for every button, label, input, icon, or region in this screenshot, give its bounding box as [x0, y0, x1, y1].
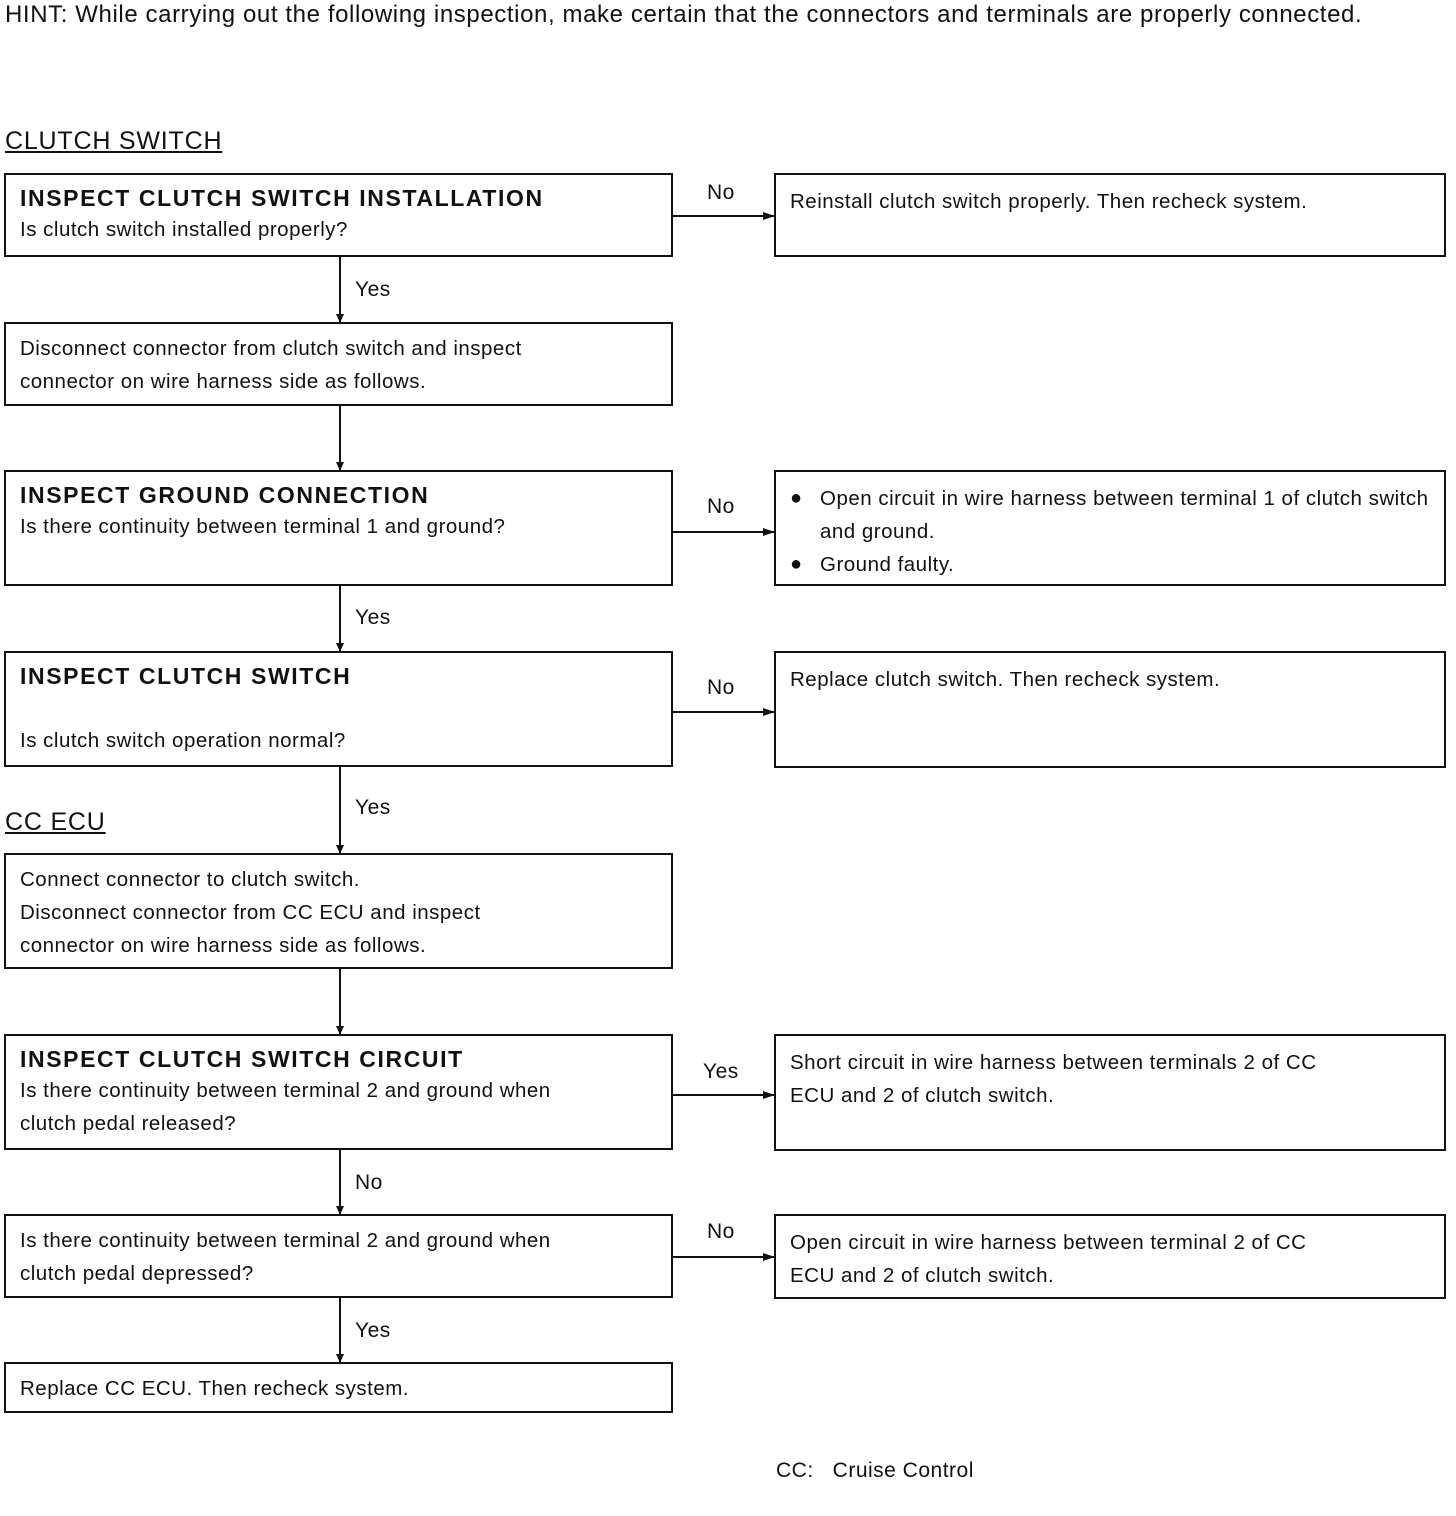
step-text: connector on wire harness side as follows. — [20, 370, 427, 393]
bullet-text: Ground faulty. — [820, 553, 955, 576]
branch-label-yes: Yes — [703, 1060, 739, 1083]
step-text: Replace CC ECU. Then recheck system. — [20, 1377, 410, 1400]
arrow-down — [339, 586, 341, 651]
step-question: Is there continuity between terminal 2 and ground when — [20, 1079, 551, 1102]
footnote: CC: Cruise Control — [776, 1459, 974, 1482]
bullet-item — [790, 482, 1430, 548]
branch-label-no: No — [707, 181, 735, 204]
bullet-icon: ● — [790, 553, 803, 575]
result-text: Reinstall clutch switch properly. Then recheck system. — [790, 190, 1308, 213]
step-question: Is there continuity between terminal 2 and ground when — [20, 1229, 551, 1252]
step-inspect-clutch-switch — [4, 651, 673, 767]
branch-label-yes: Yes — [355, 796, 391, 819]
result-text: ECU and 2 of clutch switch. — [790, 1264, 1055, 1287]
step-heading: INSPECT CLUTCH SWITCH CIRCUIT — [20, 1046, 464, 1072]
bullet-item — [790, 548, 1430, 581]
branch-label-no: No — [707, 495, 735, 518]
step-replace-ecu — [4, 1362, 673, 1413]
step-inspect-installation — [4, 173, 673, 257]
step-disconnect-clutch-connector — [4, 322, 673, 406]
step-heading: INSPECT GROUND CONNECTION — [20, 482, 430, 508]
arrow-right — [673, 1094, 774, 1096]
branch-label-yes: Yes — [355, 606, 391, 629]
result-text: Short circuit in wire harness between terminals 2 of CC — [790, 1051, 1317, 1074]
result-short-circuit — [774, 1034, 1446, 1151]
result-ground-fault — [774, 470, 1446, 586]
step-inspect-ground — [4, 470, 673, 586]
result-replace-switch — [774, 651, 1446, 768]
step-inspect-circuit — [4, 1034, 673, 1150]
arrow-down — [339, 1150, 341, 1214]
arrow-down — [339, 257, 341, 322]
bullet-icon: ● — [790, 487, 803, 509]
step-text: Connect connector to clutch switch. — [20, 868, 360, 891]
result-text: ECU and 2 of clutch switch. — [790, 1084, 1055, 1107]
step-text: Disconnect connector from CC ECU and inspect — [20, 901, 481, 924]
arrow-down — [339, 767, 341, 853]
step-text: connector on wire harness side as follows. — [20, 934, 427, 957]
arrow-right — [673, 215, 774, 217]
step-disconnect-ecu-connector — [4, 853, 673, 969]
arrow-right — [673, 531, 774, 533]
step-heading: INSPECT CLUTCH SWITCH INSTALLATION — [20, 185, 544, 211]
step-question: Is clutch switch operation normal? — [20, 729, 346, 752]
step-continuity-depressed — [4, 1214, 673, 1298]
hint-text: HINT: While carrying out the following inspection, make certain that the connectors and terminals are properly connected. — [5, 1, 1363, 28]
result-open-circuit — [774, 1214, 1446, 1299]
section-cc-ecu: CC ECU — [5, 808, 106, 836]
step-question: clutch pedal depressed? — [20, 1262, 254, 1285]
step-question: Is there continuity between terminal 1 and ground? — [20, 515, 506, 538]
step-text: Disconnect connector from clutch switch and inspect — [20, 337, 522, 360]
arrow-right — [673, 711, 774, 713]
result-text: Open circuit in wire harness between terminal 2 of CC — [790, 1231, 1307, 1254]
arrow-down — [339, 969, 341, 1034]
step-question: Is clutch switch installed properly? — [20, 218, 348, 241]
step-question: clutch pedal released? — [20, 1112, 237, 1135]
step-heading: INSPECT CLUTCH SWITCH — [20, 663, 352, 689]
bullet-text: Open circuit in wire harness between terminal 1 of clutch switch and ground. — [820, 487, 1429, 543]
branch-label-yes: Yes — [355, 1319, 391, 1342]
branch-label-yes: Yes — [355, 278, 391, 301]
branch-label-no: No — [355, 1171, 383, 1194]
branch-label-no: No — [707, 1220, 735, 1243]
result-text: Replace clutch switch. Then recheck system. — [790, 668, 1221, 691]
branch-label-no: No — [707, 676, 735, 699]
result-reinstall — [774, 173, 1446, 257]
arrow-right — [673, 1256, 774, 1258]
arrow-down — [339, 1298, 341, 1362]
section-clutch-switch: CLUTCH SWITCH — [5, 127, 223, 155]
arrow-down — [339, 406, 341, 470]
